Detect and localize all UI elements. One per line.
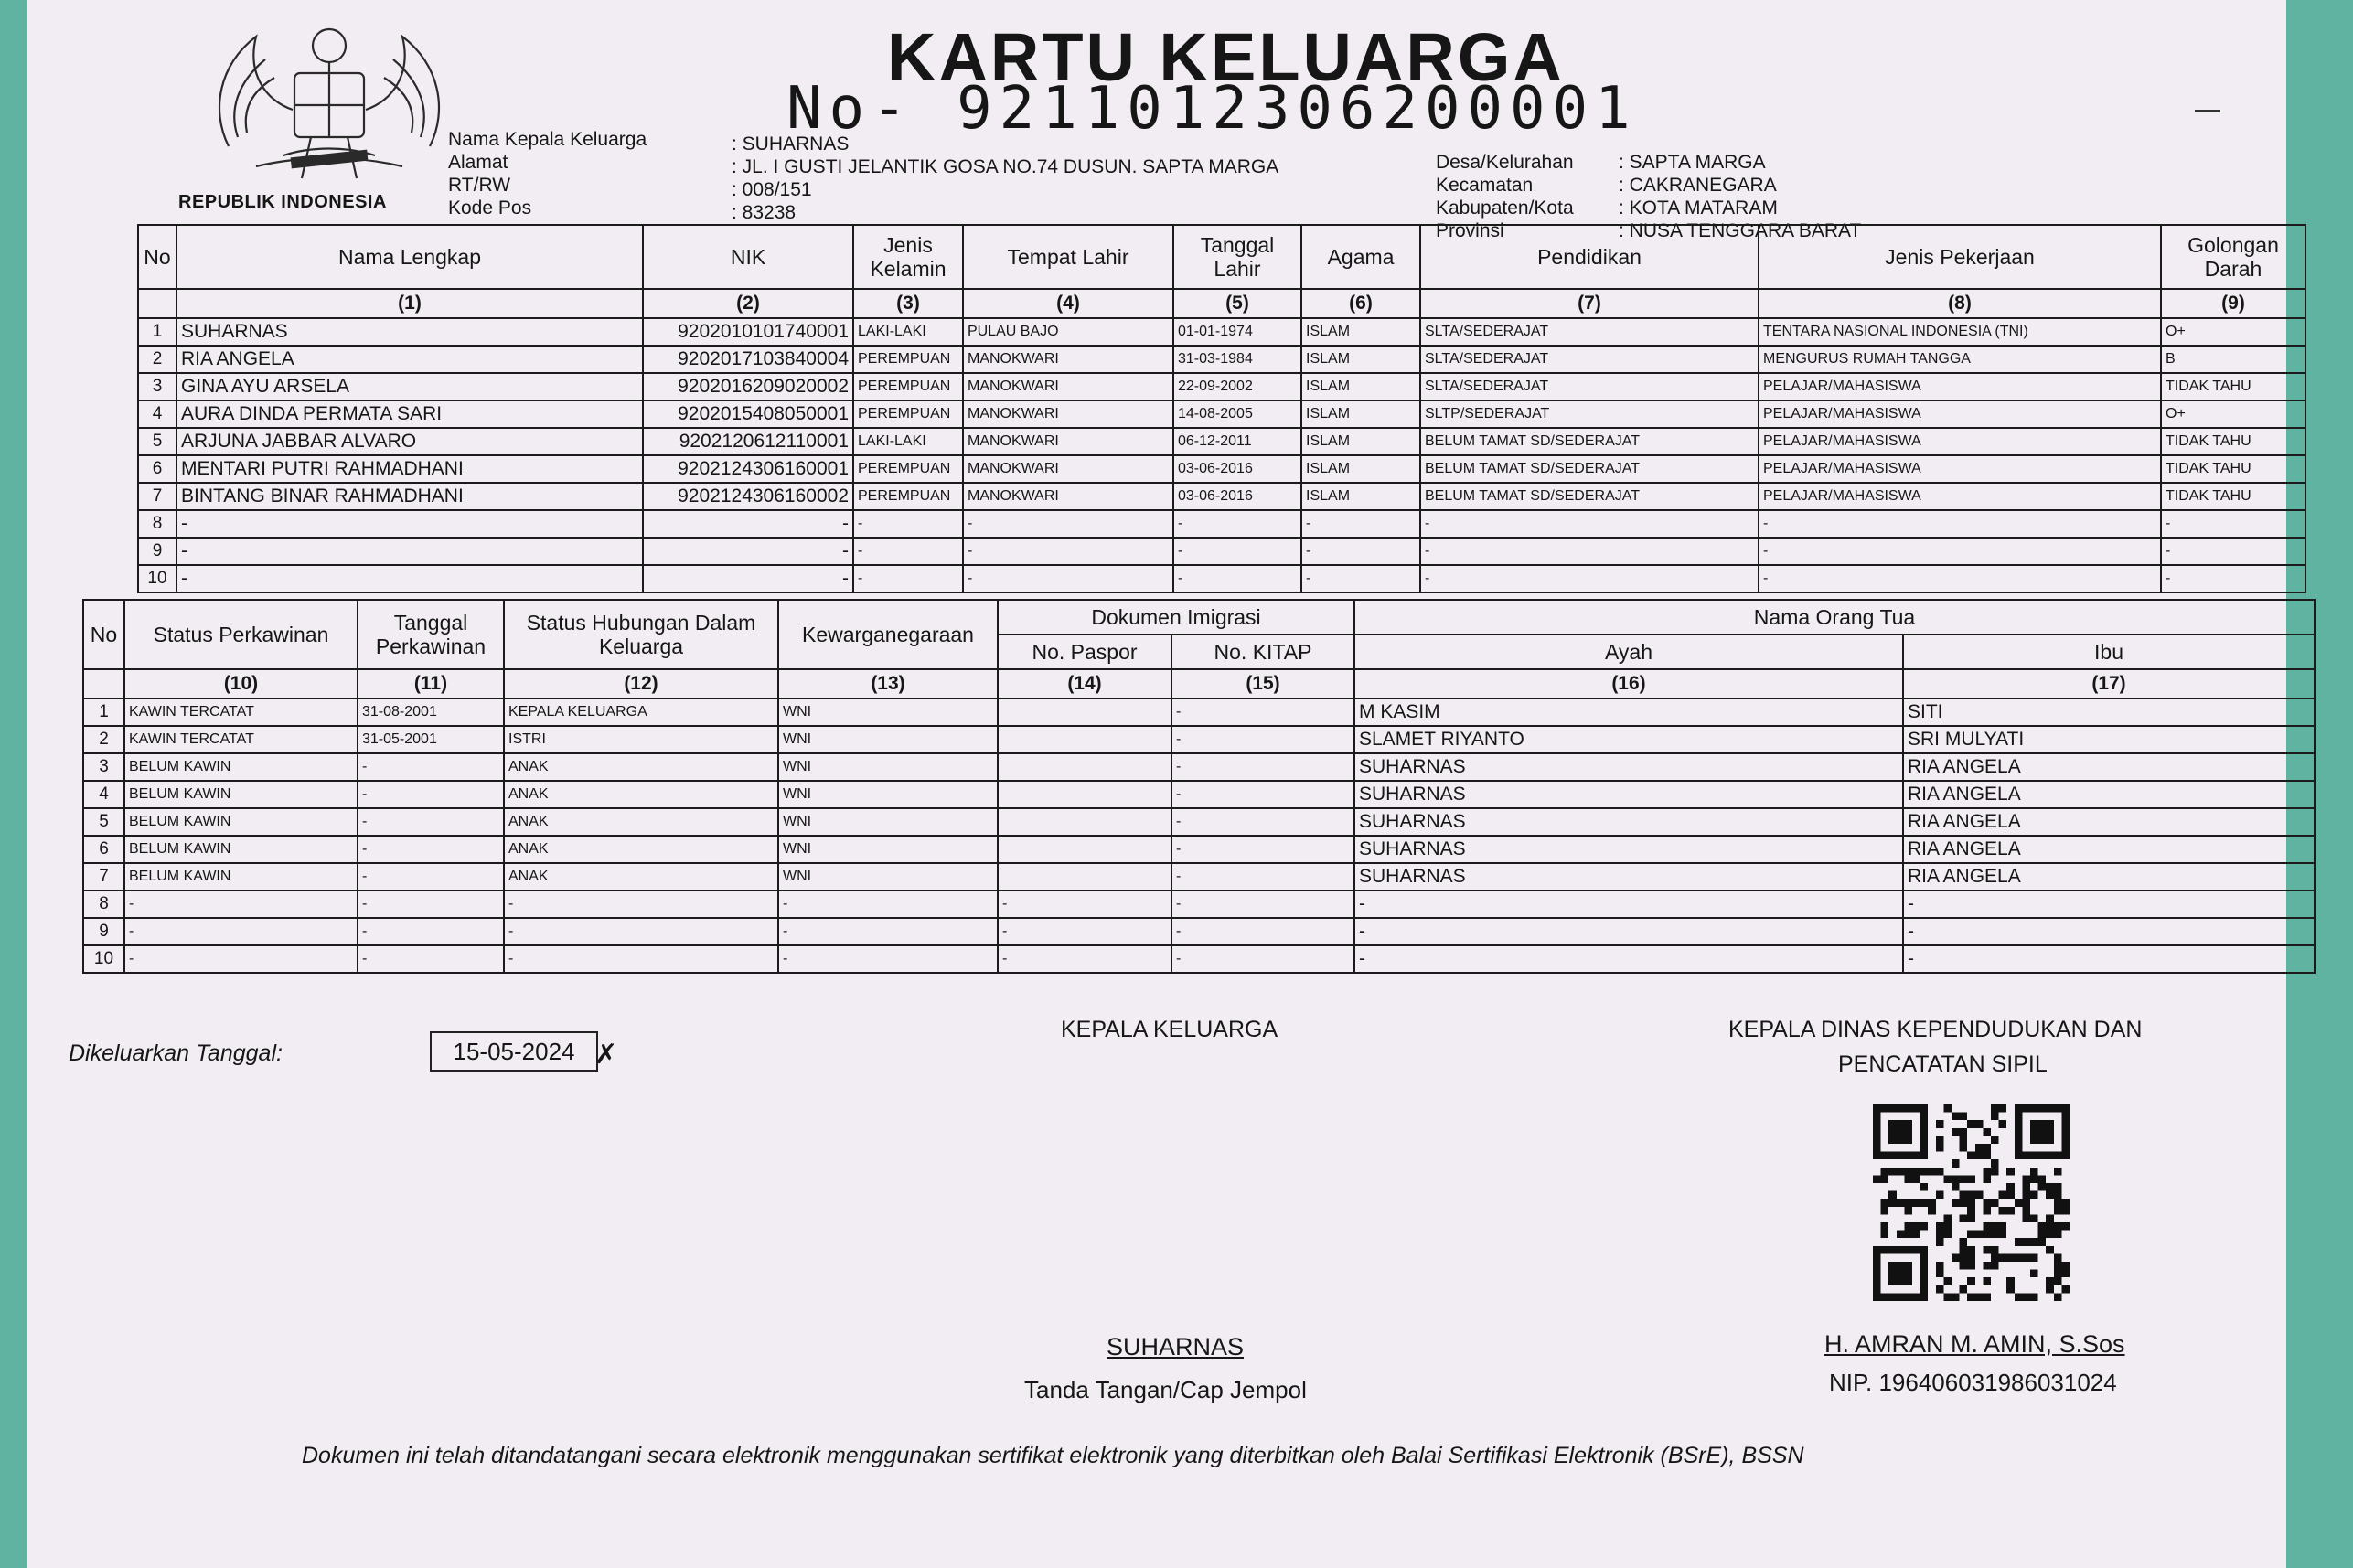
issued-date-box: 15-05-2024 — [430, 1031, 598, 1072]
t2-cell: 10 — [83, 945, 124, 973]
t1-cell: PELAJAR/MAHASISWA — [1759, 400, 2161, 428]
signature-caption: Tanda Tangan/Cap Jempol — [1024, 1376, 1307, 1403]
t1-cell: 14-08-2005 — [1173, 400, 1301, 428]
t2-cell: - — [358, 891, 504, 918]
t2-cell — [998, 808, 1171, 836]
t2-cell: 3 — [83, 753, 124, 781]
t2-cell: 31-05-2001 — [358, 726, 504, 753]
table-row — [138, 455, 2305, 483]
t2-cell: WNI — [778, 808, 998, 836]
t2-header-status-kawin: Status Perkawinan — [124, 600, 358, 669]
t1-cell: 31-03-1984 — [1173, 346, 1301, 373]
kecamatan-value: : CAKRANEGARA — [1619, 175, 1777, 196]
t1-cell: - — [1420, 510, 1759, 538]
t2-cell: - — [1171, 836, 1354, 863]
t1-header-no: No — [138, 225, 176, 289]
t1-cell: TENTARA NASIONAL INDONESIA (TNI) — [1759, 318, 2161, 346]
t1-cell: PEREMPUAN — [853, 455, 963, 483]
t1-cell: ISLAM — [1301, 318, 1420, 346]
t1-col-number: (2) — [643, 289, 853, 318]
t1-cell: TIDAK TAHU — [2161, 483, 2305, 510]
t1-cell: BELUM TAMAT SD/SEDERAJAT — [1420, 455, 1759, 483]
t1-cell: MANOKWARI — [963, 346, 1173, 373]
t1-cell: - — [643, 538, 853, 565]
t1-cell: 22-09-2002 — [1173, 373, 1301, 400]
t1-cell: - — [1301, 510, 1420, 538]
t2-header-tanggal-kawin: Tanggal Perkawinan — [358, 600, 504, 669]
t1-cell: PELAJAR/MAHASISWA — [1759, 428, 2161, 455]
t1-cell: - — [853, 538, 963, 565]
t2-cell: BELUM KAWIN — [124, 781, 358, 808]
t2-cell: SUHARNAS — [1354, 753, 1903, 781]
t1-cell: PEREMPUAN — [853, 373, 963, 400]
t2-cell: SUHARNAS — [1354, 863, 1903, 891]
t2-cell: ANAK — [504, 836, 778, 863]
t2-cell: ANAK — [504, 753, 778, 781]
t2-cell: RIA ANGELA — [1903, 808, 2315, 836]
t2-cell: - — [358, 945, 504, 973]
desa-value: : SAPTA MARGA — [1619, 152, 1766, 173]
table-row — [138, 428, 2305, 455]
t2-col-number: (17) — [1903, 669, 2315, 699]
table-row — [83, 945, 2315, 973]
t2-cell: - — [1171, 863, 1354, 891]
table-row — [138, 373, 2305, 400]
t2-header-ibu: Ibu — [1903, 635, 2315, 669]
t1-cell: PEREMPUAN — [853, 400, 963, 428]
t1-cell: MANOKWARI — [963, 455, 1173, 483]
table-row — [83, 753, 2315, 781]
t1-cell: - — [853, 565, 963, 592]
t1-cell: 4 — [138, 400, 176, 428]
t1-cell: AURA DINDA PERMATA SARI — [176, 400, 643, 428]
t1-cell: 01-01-1974 — [1173, 318, 1301, 346]
t2-cell: - — [358, 918, 504, 945]
t2-cell: - — [504, 945, 778, 973]
t1-cell: 1 — [138, 318, 176, 346]
t1-cell: 10 — [138, 565, 176, 592]
status-keluarga-table — [82, 599, 2316, 974]
t2-cell: - — [358, 753, 504, 781]
t2-cell: KEPALA KELUARGA — [504, 699, 778, 726]
t2-cell: SITI — [1903, 699, 2315, 726]
table1-body — [138, 318, 2305, 592]
t2-cell: WNI — [778, 726, 998, 753]
table-row — [138, 346, 2305, 373]
t1-cell: SLTA/SEDERAJAT — [1420, 373, 1759, 400]
t2-cell: - — [1171, 891, 1354, 918]
t1-header-tempat-lahir: Tempat Lahir — [963, 225, 1173, 289]
t1-cell: - — [963, 510, 1173, 538]
table2-body — [83, 699, 2315, 973]
t2-cell: - — [124, 945, 358, 973]
t2-col-number: (14) — [998, 669, 1171, 699]
t2-cell: - — [1171, 918, 1354, 945]
alamat-value: : JL. I GUSTI JELANTIK GOSA NO.74 DUSUN. SAPTA MARGA — [732, 156, 1279, 177]
t2-cell: - — [1354, 891, 1903, 918]
corner-dash-mark — [2195, 110, 2220, 112]
t2-cell: - — [998, 891, 1171, 918]
t1-cell: 8 — [138, 510, 176, 538]
t2-header-orang-tua: Nama Orang Tua — [1354, 600, 2315, 635]
t2-cell — [998, 699, 1171, 726]
t1-cell: SLTA/SEDERAJAT — [1420, 318, 1759, 346]
t2-header-hubungan: Status Hubungan Dalam Keluarga — [504, 600, 778, 669]
t1-cell: 9202120612110001 — [643, 428, 853, 455]
t2-header-dokumen-imigrasi: Dokumen Imigrasi — [998, 600, 1354, 635]
t2-cell: - — [124, 891, 358, 918]
table1-header-row — [138, 225, 2305, 289]
t2-cell: ANAK — [504, 781, 778, 808]
t2-cell: - — [1354, 945, 1903, 973]
t2-cell: ANAK — [504, 863, 778, 891]
kartu-keluarga-document — [27, 0, 2286, 1568]
t1-cell: LAKI-LAKI — [853, 318, 963, 346]
t1-cell: - — [176, 538, 643, 565]
t1-col-number: (3) — [853, 289, 963, 318]
t2-col-number — [83, 669, 124, 699]
t1-cell: PELAJAR/MAHASISWA — [1759, 483, 2161, 510]
t1-cell: ISLAM — [1301, 455, 1420, 483]
t1-cell: - — [1420, 538, 1759, 565]
table-row — [83, 918, 2315, 945]
t2-cell: - — [778, 891, 998, 918]
t1-cell: - — [1173, 510, 1301, 538]
republik-indonesia-label: REPUBLIK INDONESIA — [178, 192, 387, 212]
t1-cell: - — [2161, 510, 2305, 538]
t2-cell: WNI — [778, 753, 998, 781]
t2-cell: KAWIN TERCATAT — [124, 726, 358, 753]
t2-header-paspor: No. Paspor — [998, 635, 1171, 669]
t2-cell: 5 — [83, 808, 124, 836]
t1-cell: SLTP/SEDERAJAT — [1420, 400, 1759, 428]
t2-col-number: (15) — [1171, 669, 1354, 699]
t2-cell: BELUM KAWIN — [124, 808, 358, 836]
t2-cell: - — [1354, 918, 1903, 945]
t2-cell: - — [1171, 808, 1354, 836]
t2-col-number: (11) — [358, 669, 504, 699]
t1-cell: - — [1759, 565, 2161, 592]
t2-header-ayah: Ayah — [1354, 635, 1903, 669]
issued-date-label: Dikeluarkan Tanggal: — [69, 1040, 283, 1066]
t1-cell: MANOKWARI — [963, 400, 1173, 428]
t2-cell: 7 — [83, 863, 124, 891]
t1-cell: LAKI-LAKI — [853, 428, 963, 455]
dinas-label-line1: KEPALA DINAS KEPENDUDUKAN DAN — [1728, 1017, 2143, 1042]
t1-cell: ISLAM — [1301, 346, 1420, 373]
t2-col-number: (12) — [504, 669, 778, 699]
t2-header-no: No — [83, 600, 124, 669]
t2-cell: - — [1171, 699, 1354, 726]
t2-col-number: (10) — [124, 669, 358, 699]
t2-cell — [998, 726, 1171, 753]
t1-cell: SLTA/SEDERAJAT — [1420, 346, 1759, 373]
t2-cell: - — [998, 918, 1171, 945]
t2-cell: - — [358, 836, 504, 863]
t1-cell: O+ — [2161, 318, 2305, 346]
t1-cell: TIDAK TAHU — [2161, 373, 2305, 400]
check-mark-icon: ✗ — [594, 1040, 618, 1070]
t1-header-golongan-darah: Golongan Darah — [2161, 225, 2305, 289]
t1-cell: - — [853, 510, 963, 538]
t2-col-number: (13) — [778, 669, 998, 699]
t1-cell: 6 — [138, 455, 176, 483]
t1-cell: MENGURUS RUMAH TANGGA — [1759, 346, 2161, 373]
t1-header-agama: Agama — [1301, 225, 1420, 289]
t2-cell: RIA ANGELA — [1903, 863, 2315, 891]
table-row — [83, 726, 2315, 753]
header-left-labels — [448, 128, 647, 219]
t2-cell: - — [778, 918, 998, 945]
t2-cell: - — [998, 945, 1171, 973]
t1-col-number: (5) — [1173, 289, 1301, 318]
t1-cell: 2 — [138, 346, 176, 373]
table-row — [138, 400, 2305, 428]
t2-cell: WNI — [778, 836, 998, 863]
official-name: H. AMRAN M. AMIN, S.Sos — [1824, 1330, 2125, 1358]
t1-cell: 9 — [138, 538, 176, 565]
t1-cell: - — [2161, 565, 2305, 592]
kepala-keluarga-signature-name: SUHARNAS — [1107, 1333, 1245, 1360]
t1-cell: ISLAM — [1301, 428, 1420, 455]
t2-cell: - — [1903, 945, 2315, 973]
t1-cell: GINA AYU ARSELA — [176, 373, 643, 400]
t1-cell: MENTARI PUTRI RAHMADHANI — [176, 455, 643, 483]
t1-col-number — [138, 289, 176, 318]
t2-cell: SLAMET RIYANTO — [1354, 726, 1903, 753]
t2-cell: - — [504, 918, 778, 945]
t1-cell: MANOKWARI — [963, 373, 1173, 400]
kodepos-label: Kode Pos — [448, 197, 532, 219]
t1-header-pendidikan: Pendidikan — [1420, 225, 1759, 289]
t2-cell: BELUM KAWIN — [124, 753, 358, 781]
kabupaten-label: Kabupaten/Kota — [1436, 197, 1574, 219]
t1-cell: PELAJAR/MAHASISWA — [1759, 455, 2161, 483]
t2-cell: 1 — [83, 699, 124, 726]
alamat-label: Alamat — [448, 152, 508, 173]
t2-header-kitap: No. KITAP — [1171, 635, 1354, 669]
t1-col-number: (8) — [1759, 289, 2161, 318]
anggota-keluarga-table — [137, 224, 2306, 593]
table-row — [83, 699, 2315, 726]
qr-code-icon — [1873, 1104, 2070, 1301]
t2-cell: WNI — [778, 699, 998, 726]
t2-cell: - — [358, 781, 504, 808]
t2-cell: - — [358, 808, 504, 836]
t2-cell: - — [1171, 753, 1354, 781]
t1-cell: - — [1759, 538, 2161, 565]
t2-cell: 4 — [83, 781, 124, 808]
t1-cell: 5 — [138, 428, 176, 455]
t2-cell: WNI — [778, 863, 998, 891]
kepala-keluarga-value: : SUHARNAS — [732, 133, 850, 155]
t2-cell: - — [778, 945, 998, 973]
t1-cell: 9202010101740001 — [643, 318, 853, 346]
t1-cell: - — [2161, 538, 2305, 565]
t1-col-number: (4) — [963, 289, 1173, 318]
t1-cell: - — [1301, 538, 1420, 565]
t2-cell: - — [124, 918, 358, 945]
t2-cell: 6 — [83, 836, 124, 863]
t1-cell: BELUM TAMAT SD/SEDERAJAT — [1420, 428, 1759, 455]
t2-cell: ISTRI — [504, 726, 778, 753]
document-number: No- 9211012306200001 — [786, 75, 1638, 143]
t1-cell: MANOKWARI — [963, 483, 1173, 510]
t2-cell: SUHARNAS — [1354, 781, 1903, 808]
dinas-label-line2: PENCATATAN SIPIL — [1838, 1051, 2048, 1077]
t2-cell — [998, 781, 1171, 808]
t1-cell: 03-06-2016 — [1173, 455, 1301, 483]
t2-cell — [998, 753, 1171, 781]
rtrw-value: : 008/151 — [732, 179, 812, 200]
table-row — [138, 538, 2305, 565]
kepala-keluarga-label: KEPALA KELUARGA — [1061, 1017, 1278, 1042]
t2-cell: - — [358, 863, 504, 891]
t1-cell: - — [1173, 565, 1301, 592]
table2-number-row — [83, 669, 2315, 699]
t1-col-number: (6) — [1301, 289, 1420, 318]
t1-header-pekerjaan: Jenis Pekerjaan — [1759, 225, 2161, 289]
t1-cell: - — [1420, 565, 1759, 592]
t1-cell: - — [176, 510, 643, 538]
t1-cell: - — [963, 565, 1173, 592]
t2-cell: WNI — [778, 781, 998, 808]
t1-cell: O+ — [2161, 400, 2305, 428]
t2-cell: SUHARNAS — [1354, 836, 1903, 863]
t2-cell: SUHARNAS — [1354, 808, 1903, 836]
t1-header-tanggal-lahir: Tanggal Lahir — [1173, 225, 1301, 289]
header-left-values — [732, 133, 1278, 224]
t2-cell: SRI MULYATI — [1903, 726, 2315, 753]
t1-cell: PELAJAR/MAHASISWA — [1759, 373, 2161, 400]
t1-cell: BELUM TAMAT SD/SEDERAJAT — [1420, 483, 1759, 510]
t2-cell: ANAK — [504, 808, 778, 836]
table-row — [138, 510, 2305, 538]
t1-cell: - — [1301, 565, 1420, 592]
t2-cell: 31-08-2001 — [358, 699, 504, 726]
table-row — [138, 318, 2305, 346]
t1-cell: ISLAM — [1301, 400, 1420, 428]
official-nip: NIP. 196406031986031024 — [1829, 1369, 2117, 1396]
t2-cell — [998, 836, 1171, 863]
t1-cell: SUHARNAS — [176, 318, 643, 346]
rtrw-label: RT/RW — [448, 175, 511, 196]
t2-cell: 9 — [83, 918, 124, 945]
t1-cell: PEREMPUAN — [853, 483, 963, 510]
t2-cell — [998, 863, 1171, 891]
t2-cell: RIA ANGELA — [1903, 753, 2315, 781]
t1-cell: ISLAM — [1301, 483, 1420, 510]
t1-cell: PEREMPUAN — [853, 346, 963, 373]
kodepos-value: : 83238 — [732, 202, 797, 223]
table2-header-row-1 — [83, 600, 2315, 635]
t2-cell: KAWIN TERCATAT — [124, 699, 358, 726]
kabupaten-value: : KOTA MATARAM — [1619, 197, 1778, 219]
t1-cell: 9202124306160001 — [643, 455, 853, 483]
t1-cell: 9202016209020002 — [643, 373, 853, 400]
t1-cell: B — [2161, 346, 2305, 373]
t2-cell: - — [504, 891, 778, 918]
t1-cell: 9202124306160002 — [643, 483, 853, 510]
t1-cell: MANOKWARI — [963, 428, 1173, 455]
t1-cell: 03-06-2016 — [1173, 483, 1301, 510]
t1-cell: TIDAK TAHU — [2161, 428, 2305, 455]
t1-cell: ISLAM — [1301, 373, 1420, 400]
t1-header-nik: NIK — [643, 225, 853, 289]
t1-cell: 9202017103840004 — [643, 346, 853, 373]
t1-cell: BINTANG BINAR RAHMADHANI — [176, 483, 643, 510]
t1-header-nama: Nama Lengkap — [176, 225, 643, 289]
table-row — [83, 781, 2315, 808]
t1-cell: 7 — [138, 483, 176, 510]
t1-header-jenis-kelamin: Jenis Kelamin — [853, 225, 963, 289]
table1-number-row — [138, 289, 2305, 318]
t1-col-number: (7) — [1420, 289, 1759, 318]
table-row — [83, 836, 2315, 863]
t2-cell: M KASIM — [1354, 699, 1903, 726]
table-row — [83, 808, 2315, 836]
provinsi-value: : NUSA TENGGARA BARAT — [1619, 220, 1862, 241]
t2-cell: - — [1903, 918, 2315, 945]
desa-label: Desa/Kelurahan — [1436, 152, 1574, 173]
t1-cell: - — [1173, 538, 1301, 565]
t1-cell: 06-12-2011 — [1173, 428, 1301, 455]
document-title: KARTU KELUARGA — [887, 19, 1565, 95]
t1-cell: ARJUNA JABBAR ALVARO — [176, 428, 643, 455]
t2-col-number: (16) — [1354, 669, 1903, 699]
t2-cell: - — [1171, 726, 1354, 753]
t2-cell: RIA ANGELA — [1903, 836, 2315, 863]
t1-col-number: (9) — [2161, 289, 2305, 318]
t2-cell: 8 — [83, 891, 124, 918]
provinsi-label: Provinsi — [1436, 220, 1504, 241]
table-row — [83, 891, 2315, 918]
table-row — [138, 483, 2305, 510]
t2-cell: RIA ANGELA — [1903, 781, 2315, 808]
t2-cell: 2 — [83, 726, 124, 753]
table-row — [138, 565, 2305, 592]
t1-cell: 3 — [138, 373, 176, 400]
t1-cell: - — [643, 565, 853, 592]
t1-cell: RIA ANGELA — [176, 346, 643, 373]
t1-cell: - — [963, 538, 1173, 565]
t1-cell: 9202015408050001 — [643, 400, 853, 428]
t2-cell: - — [1171, 781, 1354, 808]
t2-header-kewarganegaraan: Kewarganegaraan — [778, 600, 998, 669]
table-row — [83, 863, 2315, 891]
t1-cell: - — [1759, 510, 2161, 538]
kecamatan-label: Kecamatan — [1436, 175, 1534, 196]
kepala-keluarga-label: Nama Kepala Keluarga — [448, 129, 647, 150]
t1-cell: - — [643, 510, 853, 538]
electronic-signature-disclaimer: Dokumen ini telah ditandatangani secara elektronik menggunakan sertifikat elektronik yang diterbitkan oleh Balai Sertifikasi Elektronik (BSrE), BSSN — [302, 1443, 1804, 1468]
t2-cell: BELUM KAWIN — [124, 863, 358, 891]
t1-cell: - — [176, 565, 643, 592]
t1-cell: PULAU BAJO — [963, 318, 1173, 346]
t1-cell: TIDAK TAHU — [2161, 455, 2305, 483]
t2-cell: - — [1903, 891, 2315, 918]
garuda-emblem-icon — [192, 9, 466, 192]
t2-cell: - — [1171, 945, 1354, 973]
t2-cell: BELUM KAWIN — [124, 836, 358, 863]
t1-col-number: (1) — [176, 289, 643, 318]
